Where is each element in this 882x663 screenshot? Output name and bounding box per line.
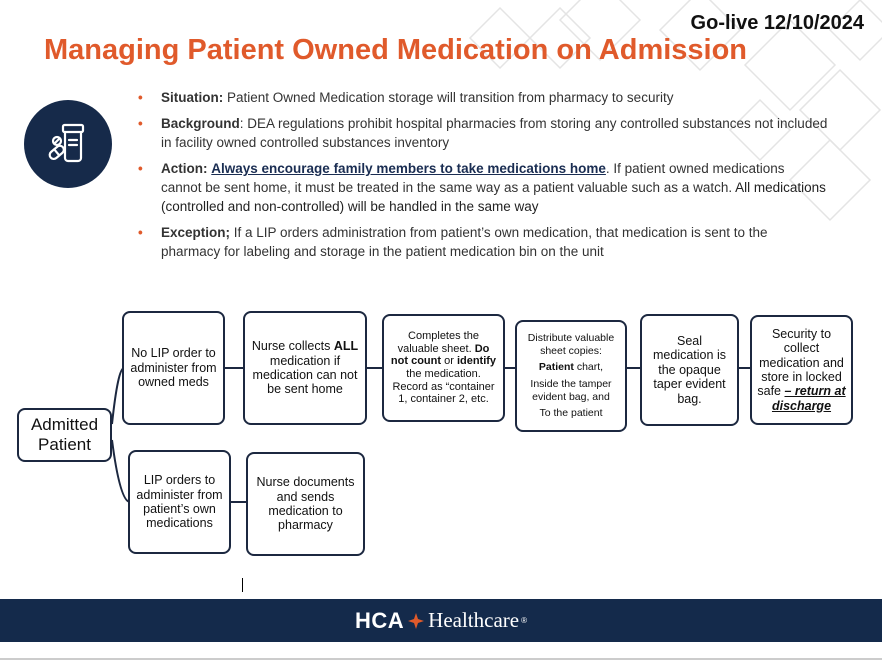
seal-medication-text: Seal medication is the opaque taper evident bag. xyxy=(653,334,726,406)
situation-label: Situation: xyxy=(161,90,224,105)
situation-text: Patient Owned Medication storage will transition from pharmacy to security xyxy=(223,90,674,105)
logo-healthcare-text: Healthcare xyxy=(428,608,520,632)
lip-orders-box xyxy=(128,450,231,554)
security-collect-text: Security to collect medication and store in locked safe – return at discharge xyxy=(757,326,846,413)
action-label: Action: xyxy=(161,161,208,176)
complete-valuable-sheet-text: Completes the valuable sheet. Do not count or identify the medication. Record as “container 1, container 2, etc. xyxy=(390,330,497,406)
action-emphasis: Always encourage family members to take medications home xyxy=(211,161,606,176)
distribute-copies-text: Distribute valuable sheet copies: Patient chart, Inside the tamper evident bag, and To the patient xyxy=(527,332,615,420)
background-label: Background xyxy=(161,116,240,131)
nurse-collects-box xyxy=(243,311,367,425)
text-cursor xyxy=(242,578,243,592)
seal-medication-box xyxy=(640,314,739,426)
no-lip-order-box xyxy=(122,311,225,425)
admitted-line-2: Patient xyxy=(38,435,91,454)
logo-registered: ® xyxy=(521,616,527,625)
nurse-collects-text: Nurse collects ALL medication if medication can not be sent home xyxy=(251,339,359,397)
golive-date: Go-live 12/10/2024 xyxy=(690,12,864,34)
security-collect-box xyxy=(750,315,853,425)
background-text: : DEA regulations prohibit hospital pharmacies from storing any controlled substances not included in facility owned controlled substances inventory xyxy=(161,116,828,150)
lip-orders-text: LIP orders to administer from patient’s own medications xyxy=(136,473,223,531)
footer-bar xyxy=(0,599,882,642)
exception-text: If a LIP orders administration from patient’s own medication, that medication is sent to the pharmacy for labeling and storage in the patient medication bin on the unit xyxy=(161,225,768,259)
page-title: Managing Patient Owned Medication on Admission xyxy=(44,34,748,66)
hca-healthcare-logo xyxy=(355,608,527,634)
action-text-2: All medications (controlled and non-controlled) will be handled in the same way xyxy=(161,180,826,214)
exception-label: Exception; xyxy=(161,225,231,240)
distribute-copies-box xyxy=(515,320,627,432)
action-text-1: . If patient owned medications cannot be sent home, it must be treated in the same way as a patient valuable such as a watch. xyxy=(161,161,785,195)
logo-hca-text: HCA xyxy=(354,607,405,633)
bottom-divider xyxy=(0,658,882,660)
complete-valuable-sheet-box xyxy=(382,314,505,422)
nurse-documents-text: Nurse documents and sends medication to pharmacy xyxy=(256,475,355,533)
admitted-line-1: Admitted xyxy=(30,415,99,434)
no-lip-order-text: No LIP order to administer from owned meds xyxy=(130,346,217,390)
nurse-documents-box xyxy=(246,452,365,556)
admitted-patient-box xyxy=(17,408,112,462)
star-cross-icon xyxy=(407,612,425,630)
